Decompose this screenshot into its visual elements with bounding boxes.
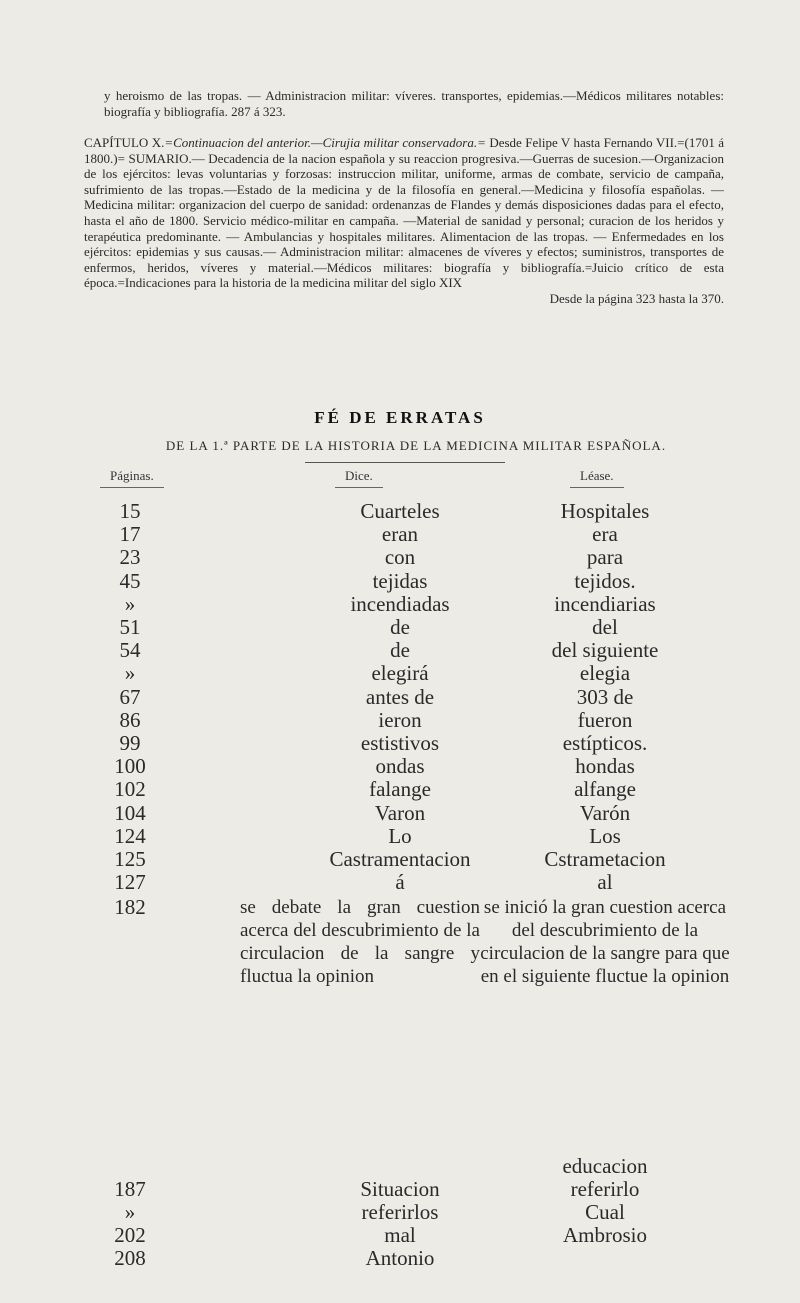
errata-page: 54 <box>119 638 141 663</box>
errata-page: 104 <box>114 800 146 825</box>
errata-page: 187 <box>114 1177 146 1201</box>
divider <box>305 462 505 463</box>
errata-page: 17 <box>119 522 141 547</box>
errata-says: Lo <box>388 823 412 848</box>
errata-says: eran <box>381 522 419 547</box>
errata-page: 15 <box>119 499 141 523</box>
errata-page: » <box>124 591 136 616</box>
errata-title: FÉ DE ERRATAS <box>314 408 486 427</box>
errata-page: 208 <box>114 1246 146 1270</box>
errata-says: á <box>395 870 405 895</box>
errata-read: 303 de <box>576 684 634 709</box>
errata-says: elegirá <box>371 661 429 686</box>
errata-says: se debate la gran cuestion acerca del descubrimiento de la circulacion de la sangre y fluctua la opinion <box>240 897 480 988</box>
errata-read: tejidos. <box>574 568 636 593</box>
errata-page: 102 <box>114 777 146 802</box>
chapter-summary <box>84 135 724 307</box>
errata-read: fueron <box>577 707 633 732</box>
errata-page: » <box>124 661 136 686</box>
chapter-label: CAPÍTULO X. <box>84 135 165 150</box>
errata-says: falange <box>369 777 431 802</box>
errata-read: Cstrametacion <box>544 847 666 871</box>
errata-page: 182 <box>114 895 146 920</box>
errata-read: del siguiente <box>551 638 659 663</box>
errata-page: 45 <box>119 568 141 593</box>
errata-read: Hospitales <box>560 499 650 523</box>
errata-page: 67 <box>119 684 141 709</box>
errata-read: para <box>586 545 624 570</box>
errata-page: 202 <box>114 1223 146 1247</box>
errata-says: referirlos <box>361 1200 439 1224</box>
errata-read: Ambrosio <box>563 1223 647 1247</box>
errata-read: se inició la gran cuestion acerca del descubrimiento de la circulacion de la sangre para que en el siguiente fluctue la opinion <box>480 897 730 988</box>
errata-says: de <box>390 638 410 663</box>
header-pages: Páginas. <box>110 468 154 484</box>
errata-says: Cuarteles <box>360 499 440 523</box>
errata-says: con <box>384 545 416 570</box>
errata-says: de <box>390 615 410 639</box>
errata-page: 23 <box>119 545 141 570</box>
errata-read: Los <box>589 823 621 848</box>
errata-read: incendiarias <box>554 591 656 616</box>
range-right: Desde la página 323 hasta la 370. <box>549 290 724 306</box>
errata-says: Situacion <box>360 1177 440 1201</box>
errata-read: educacion <box>562 1154 648 1178</box>
errata-page: 125 <box>114 847 146 871</box>
errata-page: 124 <box>114 823 146 848</box>
errata-read: estípticos. <box>562 731 648 755</box>
errata-read: referirlo <box>570 1177 640 1201</box>
errata-read: del <box>592 615 618 639</box>
errata-says: antes de <box>365 684 435 709</box>
errata-says: mal <box>384 1223 416 1247</box>
header-says: Dice. <box>345 468 373 484</box>
chapter-page-range <box>84 291 724 307</box>
errata-read: Cual <box>585 1200 625 1224</box>
chapter-body: Desde Felipe V hasta Fernando VII.=(1701 á 1800.)= SUMARIO.— Decadencia de la nacion española y su reaccion progresiva.—Guerras de sucesion.—Organizacion de los ejércitos: levas voluntarias y forzosas: instruccion militar, uniforme, armas de combate, servicio de campaña, sufrimiento de las tropas.—Estado de la medicina y de la filosofía en general.—Medicina y filosofía españolas. — Medicina militar: organizacion del cuerpo de sanidad: ordenanzas de Flandes y demás disposiciones dadas para el efecto, hasta el año de 1800. Servicio médico-militar en campaña. —Material de sanidad y personal; curacion de los heridos y terapéutica predominante. — Ambulancias y hospitales militares. Alimentacion de las tropas. — Enfermedades en los ejércitos: epidemias y sus causas.— Administracion militar: almacenes de víveres y efectos; suministros, transportes de enfermos, heridos, víveres y material.—Médicos militares: biografía y bibliografía.=Juicio crítico de esta época.=Indicaciones para la historia de la medicina militar del siglo XIX <box>84 135 725 291</box>
errata-read: elegia <box>579 661 631 686</box>
errata-read: Varón <box>579 800 631 825</box>
errata-says: Antonio <box>365 1246 435 1270</box>
errata-says: Castramentacion <box>329 847 471 871</box>
errata-page: 51 <box>119 615 141 639</box>
errata-says: estistivos <box>360 731 440 755</box>
intro-paragraph: y heroismo de las tropas. — Administracion militar: víveres. transportes, epidemias.—Médicos militares notables: biografía y bibliografía. 287 á 323. <box>104 88 724 119</box>
errata-says: ieron <box>378 707 422 732</box>
errata-says: incendiadas <box>350 591 450 616</box>
errata-read: hondas <box>575 754 635 779</box>
errata-read: alfange <box>574 777 636 802</box>
errata-page: 127 <box>114 870 146 895</box>
chapter-title: =Continuacion del anterior.—Cirujia militar conservadora.= <box>164 135 486 150</box>
errata-page: 86 <box>119 707 141 732</box>
errata-says: tejidas <box>372 568 428 593</box>
errata-subtitle: DE LA 1.ª PARTE DE LA HISTORIA DE LA MEDICINA MILITAR ESPAÑOLA. <box>165 438 667 453</box>
errata-says: ondas <box>375 754 425 779</box>
errata-page: » <box>124 1200 136 1224</box>
errata-page: 100 <box>114 754 146 779</box>
errata-read: al <box>597 870 613 895</box>
errata-page: 99 <box>119 731 141 755</box>
header-read: Léase. <box>580 468 614 484</box>
errata-read: era <box>592 522 618 547</box>
errata-says: Varon <box>374 800 426 825</box>
